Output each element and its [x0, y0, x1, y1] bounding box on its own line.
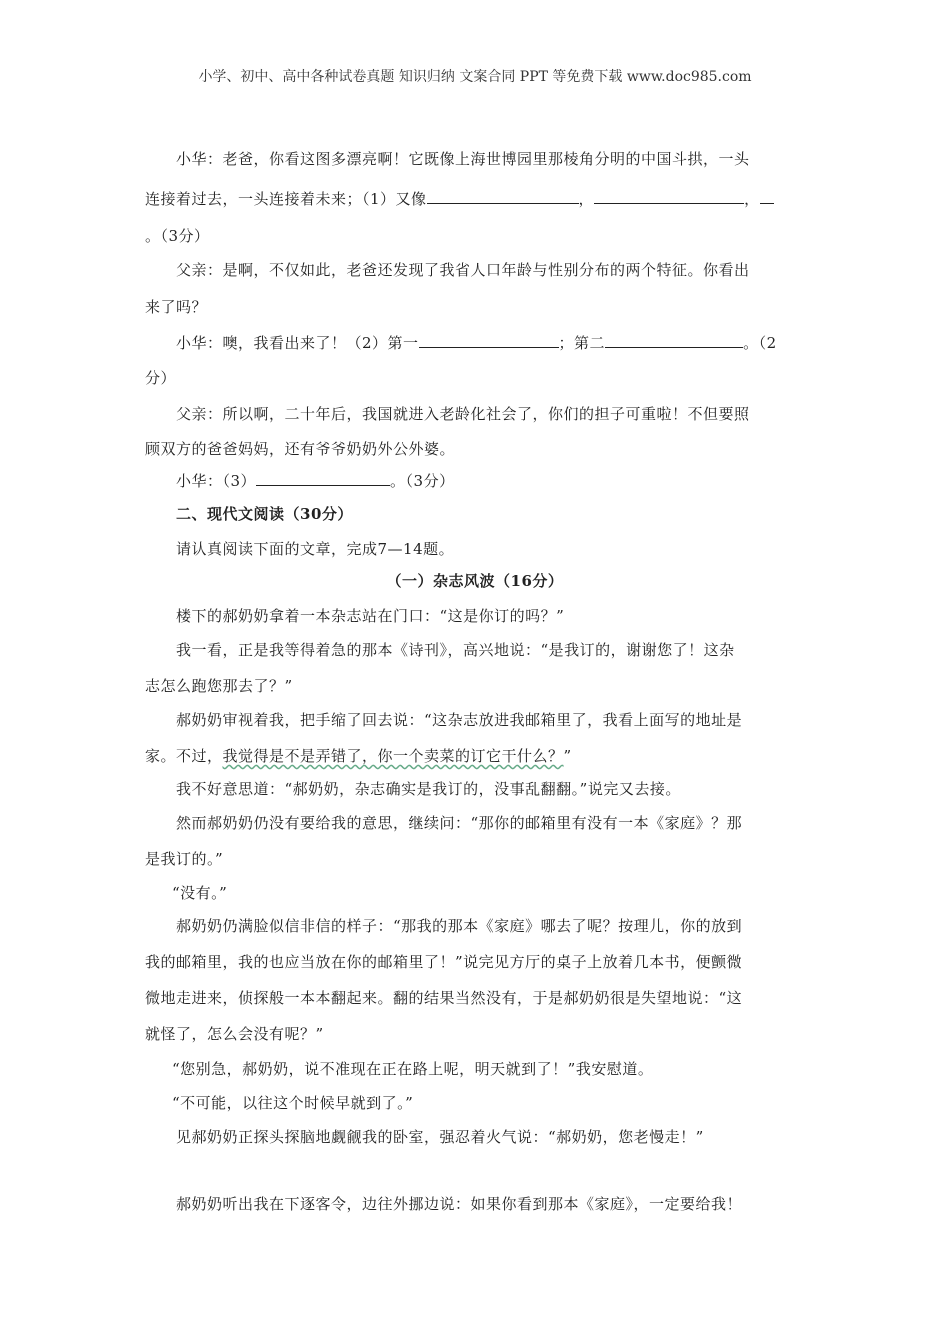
article-line: “没有。”	[172, 884, 228, 902]
answer-blank[interactable]	[605, 333, 743, 348]
article-line: 微地走进来，侦探般一本本翻起来。翻的结果当然没有，于是郝奶奶很是失望地说：“这	[145, 989, 743, 1007]
dialogue-line: 小华：老爸，你看这图多漂亮啊！它既像上海世博园里那棱角分明的中国斗拱，一头	[176, 150, 750, 168]
dialogue-line: 。（3分）	[145, 227, 210, 245]
page-header: 小学、初中、高中各种试卷真题 知识归纳 文案合同 PPT 等免费下载 www.doc985.com	[198, 69, 752, 85]
article-line: 是我订的。”	[145, 850, 224, 868]
dialogue-line: 父亲：所以啊，二十年后，我国就进入老龄化社会了，你们的担子可重啦！不但要照	[176, 405, 750, 423]
dialogue-text: ，	[744, 190, 760, 208]
article-line: 就怪了，怎么会没有呢？”	[145, 1025, 324, 1043]
dialogue-text: 连接着过去，一头连接着未来；（1）又像	[145, 190, 427, 208]
dialogue-text: 小华：噢，我看出来了！（2）第一	[176, 334, 419, 352]
article-line: 郝奶奶听出我在下逐客令，边往外挪边说：如果你看到那本《家庭》，一定要给我！	[176, 1195, 743, 1213]
dialogue-line: 父亲：是啊，不仅如此，老爸还发现了我省人口年龄与性别分布的两个特征。你看出	[176, 261, 750, 279]
answer-blank[interactable]	[760, 189, 774, 204]
dialogue-line	[145, 188, 774, 209]
answer-blank[interactable]	[594, 189, 744, 204]
dialogue-text: 小华：（3）	[176, 472, 257, 490]
article-line: 志怎么跑您那去了？”	[145, 677, 293, 695]
article-text: ”	[563, 747, 572, 765]
article-line	[145, 745, 572, 766]
section-heading: 二、现代文阅读（30分）	[176, 505, 353, 523]
article-title: （一）杂志风波（16分）	[386, 572, 564, 590]
dialogue-text: ，	[578, 190, 595, 208]
article-line: 楼下的郝奶奶拿着一本杂志站在门口：“这是你订的吗？”	[176, 607, 565, 625]
article-line: “不可能，以往这个时候早就到了。”	[172, 1094, 414, 1112]
answer-blank[interactable]	[256, 471, 390, 486]
dialogue-line	[176, 332, 777, 353]
dialogue-text: 。（2	[743, 334, 777, 352]
article-line: 郝奶奶审视着我，把手缩了回去说：“这杂志放进我邮箱里了，我看上面写的地址是	[176, 711, 743, 729]
dialogue-text: ；第二	[558, 334, 606, 352]
dialogue-line: 顾双方的爸爸妈妈，还有爷爷奶奶外公外婆。	[145, 440, 456, 458]
article-line: “您别急，郝奶奶，说不准现在正在路上呢，明天就到了！”我安慰道。	[172, 1060, 654, 1078]
answer-blank[interactable]	[427, 189, 579, 204]
article-line: 我的邮箱里，我的也应当放在你的邮箱里了！”说完见方厅的桌子上放着几本书，便颤微	[145, 953, 743, 971]
section-instruction: 请认真阅读下面的文章，完成7—14题。	[176, 540, 455, 558]
article-line: 郝奶奶仍满脸似信非信的样子：“那我的那本《家庭》哪去了呢？按理儿，你的放到	[176, 917, 743, 935]
answer-blank[interactable]	[419, 333, 559, 348]
dialogue-line: 来了吗？	[145, 298, 208, 316]
wavy-underlined-text: 我觉得是不是弄错了，你一个卖菜的订它干什么？	[222, 747, 564, 765]
article-line: 然而郝奶奶仍没有要给我的意思，继续问：“那你的邮箱里有没有一本《家庭》？那	[176, 814, 743, 832]
article-text: 家。不过，	[145, 747, 223, 765]
article-line: 见郝奶奶正探头探脑地觑觎我的卧室，强忍着火气说：“郝奶奶，您老慢走！”	[176, 1128, 704, 1146]
dialogue-line	[176, 470, 455, 491]
article-line: 我一看，正是我等得着急的那本《诗刊》，高兴地说：“是我订的，谢谢您了！这杂	[176, 641, 735, 659]
dialogue-text: 。（3分）	[390, 472, 455, 490]
article-line: 我不好意思道：“郝奶奶，杂志确实是我订的，没事乱翻翻。”说完又去接。	[176, 780, 681, 798]
dialogue-line: 分）	[145, 369, 177, 387]
